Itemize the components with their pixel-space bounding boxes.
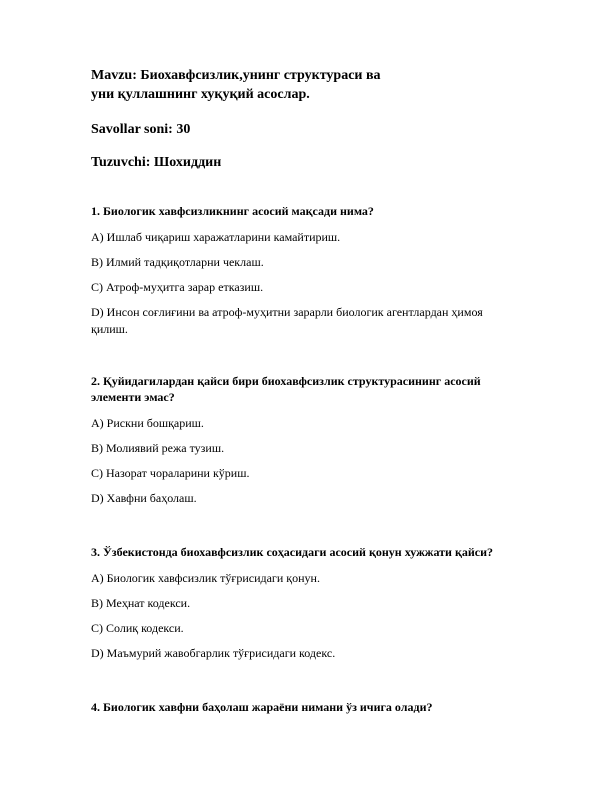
question-1-option-a: A) Ишлаб чиқариш харажатларини камайтириш. bbox=[91, 230, 341, 244]
question-1-option-d: D) Инсон соғлиғини ва атроф-муҳитни зарарли биологик агентлардан ҳимоя қилиш. bbox=[91, 305, 483, 336]
question-3-option-d: D) Маъмурий жавобгарлик тўғрисидаги кодекс. bbox=[91, 646, 336, 660]
question-4: 4. Биологик хавфни баҳолаш жараёни нимани ўз ичига олади? bbox=[91, 700, 433, 714]
author: Tuzuvchi: Шохиддин bbox=[91, 155, 222, 170]
question-2-option-a: A) Рискни бошқариш. bbox=[91, 416, 204, 430]
question-count: Savollar soni: 30 bbox=[91, 122, 191, 137]
question-2-option-c: C) Назорат чораларини кўриш. bbox=[91, 466, 250, 480]
question-2: 2. Қуйидагилардан қайси бири биохавфсизлик структурасининг асосий элементи эмас? bbox=[91, 374, 481, 404]
question-1-option-b: B) Илмий тадқиқотларни чеклаш. bbox=[91, 255, 264, 269]
question-1-option-c: C) Атроф-муҳитга зарар етказиш. bbox=[91, 280, 264, 294]
question-3-option-a: A) Биологик хавфсизлик тўғрисидаги қонун. bbox=[91, 571, 320, 585]
question-2-option-b: B) Молиявий режа тузиш. bbox=[91, 441, 225, 455]
question-3: 3. Ўзбекистонда биохавфсизлик соҳасидаги асосий қонун хужжати қайси? bbox=[91, 545, 494, 559]
question-3-option-b: B) Меҳнат кодекси. bbox=[91, 596, 191, 610]
topic-line-2: уни қуллашнинг хуқуқий асослар. bbox=[91, 87, 310, 102]
question-2-option-d: D) Хавфни баҳолаш. bbox=[91, 491, 197, 505]
question-3-option-c: C) Солиқ кодекси. bbox=[91, 621, 184, 635]
topic-line-1: Mavzu: Биохавфсизлик,унинг структураси ва bbox=[91, 68, 381, 83]
question-1: 1. Биологик хавфсизликнинг асосий мақсади нима? bbox=[91, 204, 374, 218]
